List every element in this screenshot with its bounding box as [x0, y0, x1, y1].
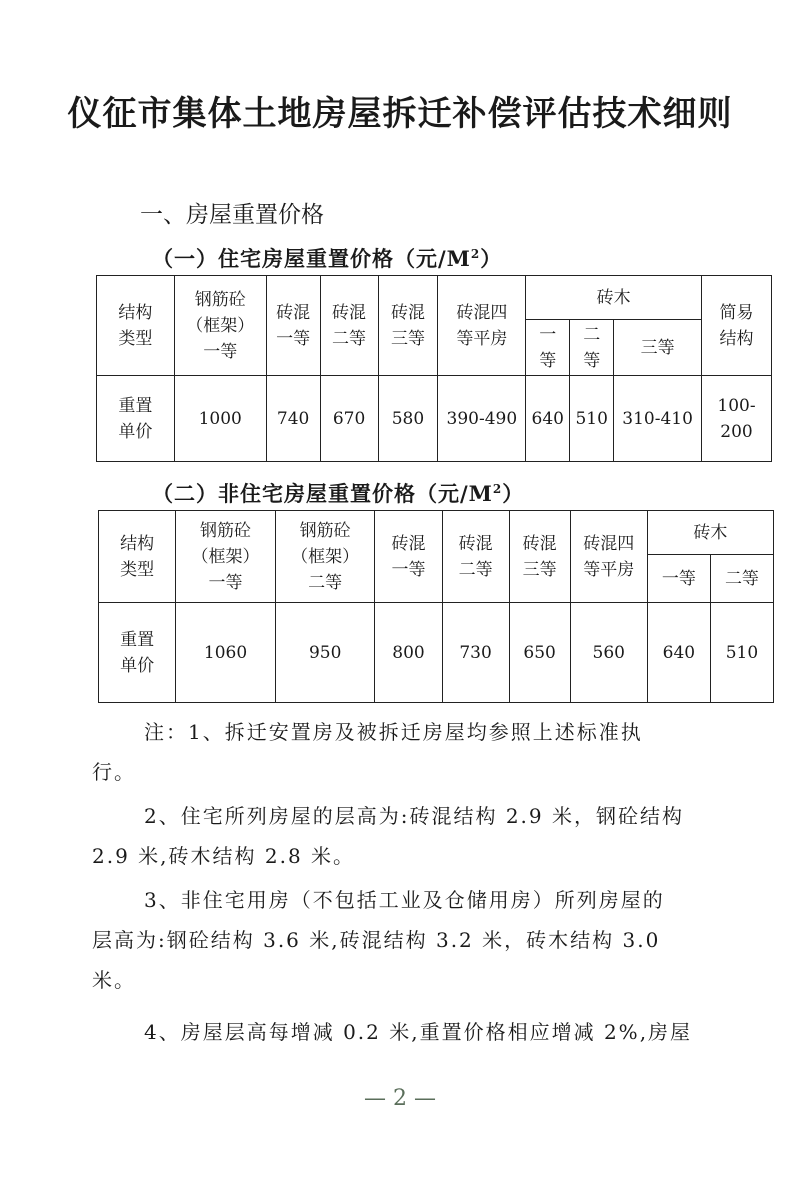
header-brick-wood-1: 一等	[647, 555, 710, 603]
value-cell: 580	[378, 376, 438, 462]
note-3-line-3: 米。	[92, 968, 136, 992]
header-brick-concrete-4-bungalow: 砖混四 等平房	[438, 276, 526, 376]
note-2-line-2: 2.9 米,砖木结构 2.8 米。	[92, 844, 356, 868]
page-number: — 2 —	[364, 1086, 436, 1111]
section-heading-replacement-price: 一、房屋重置价格	[140, 202, 324, 228]
value-cell: 730	[442, 603, 509, 703]
value-cell: 560	[570, 603, 647, 703]
header-brick-concrete-4-bungalow: 砖混四 等平房	[570, 511, 647, 603]
value-cell: 800	[375, 603, 442, 703]
header-brick-wood-3: 三等	[614, 320, 702, 376]
note-4	[92, 1012, 772, 1052]
header-brick-concrete-1: 砖混 一等	[266, 276, 320, 376]
header-brick-concrete-1: 砖混 一等	[375, 511, 442, 603]
value-cell: 740	[266, 376, 320, 462]
nonresidential-price-table	[98, 510, 774, 703]
value-cell: 390-490	[438, 376, 526, 462]
header-brick-concrete-3: 砖混 三等	[378, 276, 438, 376]
value-cell: 640	[526, 376, 570, 462]
value-cell: 510	[710, 603, 773, 703]
value-cell: 510	[570, 376, 614, 462]
value-cell: 640	[647, 603, 710, 703]
row-label-unit-price: 重置 单价	[97, 376, 175, 462]
document-title: 仪征市集体土地房屋拆迁补偿评估技术细则	[67, 94, 733, 134]
note-1-line-1: 注：1、拆迁安置房及被拆迁房屋均参照上述标准执	[144, 720, 643, 744]
note-3-line-1: 3、非住宅用房（不包括工业及仓储用房）所列房屋的	[144, 888, 665, 912]
header-brick-wood-2: 二等	[710, 555, 773, 603]
residential-table-heading: （一）住宅房屋重置价格（元$/M^2$）	[152, 246, 503, 271]
header-brick-wood: 砖木	[647, 511, 773, 555]
header-brick-wood: 砖木	[526, 276, 702, 320]
note-3-line-2: 层高为:钢砼结构 3.6 米,砖混结构 3.2 米，砖木结构 3.0	[92, 928, 661, 952]
note-1-line-2: 行。	[92, 760, 136, 784]
nonresidential-table-heading: （二）非住宅房屋重置价格（元$/M^2$）	[152, 481, 525, 506]
value-cell: 310-410	[614, 376, 702, 462]
value-cell: 1060	[176, 603, 276, 703]
value-cell: 1000	[174, 376, 266, 462]
value-cell: 950	[275, 603, 375, 703]
header-brick-concrete-2: 砖混 二等	[320, 276, 378, 376]
header-structure-type: 结构 类型	[97, 276, 175, 376]
note-2	[92, 796, 772, 876]
header-simple-structure: 简易 结构	[702, 276, 772, 376]
value-cell-simple: 100- 200	[702, 376, 772, 462]
residential-price-table	[96, 275, 772, 462]
note-4-line-1: 4、房屋层高每增减 0.2 米,重置价格相应增减 2%,房屋	[144, 1020, 693, 1044]
header-brick-concrete-2: 砖混 二等	[442, 511, 509, 603]
value-cell: 650	[509, 603, 570, 703]
header-rc-frame-1: 钢筋砼 （框架） 一等	[174, 276, 266, 376]
row-label-unit-price: 重置 单价	[99, 603, 176, 703]
value-cell: 670	[320, 376, 378, 462]
header-brick-concrete-3: 砖混 三等	[509, 511, 570, 603]
header-rc-frame-1: 钢筋砼 （框架） 一等	[176, 511, 276, 603]
header-brick-wood-1: 一 等	[526, 320, 570, 376]
header-brick-wood-2: 二 等	[570, 320, 614, 376]
note-1	[92, 712, 772, 792]
header-structure-type: 结构 类型	[99, 511, 176, 603]
note-2-line-1: 2、住宅所列房屋的层高为:砖混结构 2.9 米，钢砼结构	[144, 804, 684, 828]
header-rc-frame-2: 钢筋砼 （框架） 二等	[275, 511, 375, 603]
note-3	[92, 880, 772, 1000]
